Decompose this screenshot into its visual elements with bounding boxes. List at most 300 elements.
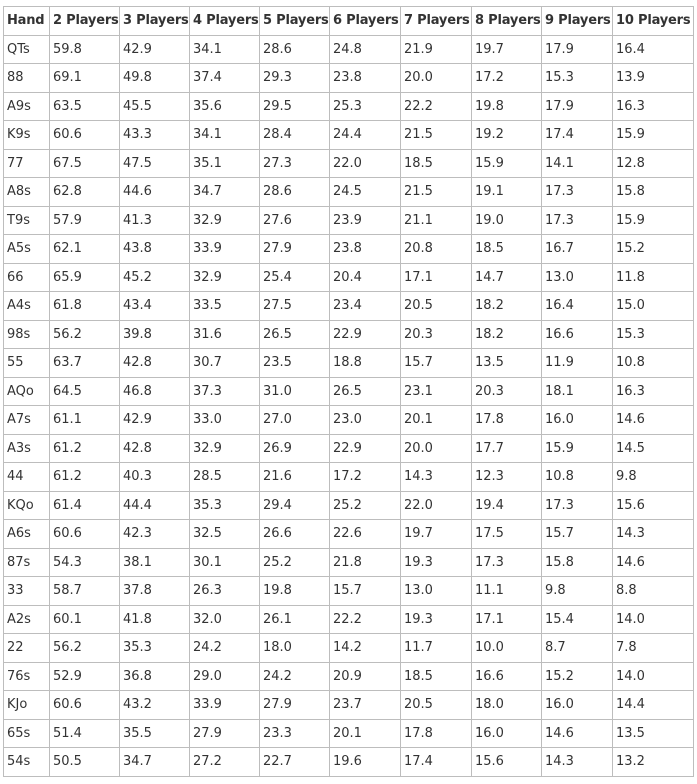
equity-cell: 20.3 [401, 320, 472, 349]
equity-cell: 13.0 [542, 263, 613, 292]
equity-cell: 16.0 [542, 691, 613, 720]
equity-cell: 17.3 [542, 178, 613, 207]
equity-cell: 8.7 [542, 634, 613, 663]
equity-cell: 42.9 [120, 35, 190, 64]
hand-cell: A4s [4, 292, 50, 321]
column-header-players-6: 6 Players [330, 7, 401, 36]
table-row [4, 406, 694, 435]
equity-cell: 17.3 [542, 491, 613, 520]
equity-cell: 43.2 [120, 691, 190, 720]
equity-cell: 15.7 [401, 349, 472, 378]
table-row [4, 434, 694, 463]
equity-cell: 19.3 [401, 548, 472, 577]
equity-cell: 19.4 [472, 491, 542, 520]
hand-cell: A2s [4, 605, 50, 634]
equity-cell: 11.1 [472, 577, 542, 606]
equity-cell: 32.9 [190, 263, 260, 292]
column-header-players-9: 9 Players [542, 7, 613, 36]
equity-cell: 17.4 [401, 748, 472, 777]
equity-cell: 61.4 [50, 491, 120, 520]
equity-cell: 18.0 [260, 634, 330, 663]
equity-cell: 43.8 [120, 235, 190, 264]
hand-cell: 22 [4, 634, 50, 663]
equity-cell: 63.5 [50, 92, 120, 121]
equity-cell: 19.2 [472, 121, 542, 150]
table-row [4, 149, 694, 178]
equity-cell: 23.7 [330, 691, 401, 720]
equity-cell: 17.3 [472, 548, 542, 577]
equity-cell: 15.3 [613, 320, 694, 349]
equity-cell: 23.1 [401, 377, 472, 406]
equity-cell: 13.9 [613, 64, 694, 93]
equity-cell: 18.5 [401, 662, 472, 691]
equity-cell: 49.8 [120, 64, 190, 93]
equity-cell: 11.8 [613, 263, 694, 292]
equity-cell: 22.2 [330, 605, 401, 634]
equity-cell: 25.3 [330, 92, 401, 121]
equity-cell: 30.1 [190, 548, 260, 577]
column-header-players-8: 8 Players [472, 7, 542, 36]
equity-cell: 26.3 [190, 577, 260, 606]
hand-cell: T9s [4, 206, 50, 235]
equity-cell: 21.6 [260, 463, 330, 492]
equity-cell: 16.3 [613, 377, 694, 406]
equity-cell: 19.7 [472, 35, 542, 64]
equity-cell: 20.1 [401, 406, 472, 435]
table-row [4, 719, 694, 748]
equity-cell: 26.5 [330, 377, 401, 406]
equity-cell: 45.5 [120, 92, 190, 121]
equity-cell: 57.9 [50, 206, 120, 235]
equity-cell: 38.1 [120, 548, 190, 577]
equity-cell: 35.5 [120, 719, 190, 748]
equity-cell: 13.0 [401, 577, 472, 606]
equity-cell: 15.2 [613, 235, 694, 264]
equity-cell: 23.9 [330, 206, 401, 235]
equity-cell: 21.8 [330, 548, 401, 577]
equity-cell: 41.8 [120, 605, 190, 634]
equity-cell: 51.4 [50, 719, 120, 748]
table-row [4, 235, 694, 264]
equity-cell: 59.8 [50, 35, 120, 64]
equity-cell: 20.9 [330, 662, 401, 691]
equity-cell: 16.4 [542, 292, 613, 321]
equity-cell: 15.7 [542, 520, 613, 549]
equity-cell: 15.9 [613, 206, 694, 235]
hand-cell: KJo [4, 691, 50, 720]
equity-cell: 17.9 [542, 35, 613, 64]
equity-cell: 22.6 [330, 520, 401, 549]
equity-cell: 19.3 [401, 605, 472, 634]
equity-cell: 17.8 [401, 719, 472, 748]
equity-cell: 28.4 [260, 121, 330, 150]
equity-cell: 56.2 [50, 634, 120, 663]
equity-cell: 22.2 [401, 92, 472, 121]
equity-cell: 15.6 [472, 748, 542, 777]
table-body [4, 35, 694, 776]
equity-cell: 32.9 [190, 206, 260, 235]
equity-cell: 23.8 [330, 64, 401, 93]
equity-cell: 35.3 [190, 491, 260, 520]
equity-cell: 17.7 [472, 434, 542, 463]
equity-cell: 43.3 [120, 121, 190, 150]
equity-cell: 26.6 [260, 520, 330, 549]
equity-cell: 42.9 [120, 406, 190, 435]
equity-cell: 10.8 [613, 349, 694, 378]
hand-cell: A9s [4, 92, 50, 121]
equity-cell: 69.1 [50, 64, 120, 93]
table-row [4, 64, 694, 93]
equity-cell: 18.1 [542, 377, 613, 406]
equity-cell: 56.2 [50, 320, 120, 349]
equity-cell: 14.3 [401, 463, 472, 492]
equity-cell: 60.6 [50, 691, 120, 720]
column-header-hand: Hand [4, 7, 50, 36]
equity-cell: 60.1 [50, 605, 120, 634]
equity-cell: 32.0 [190, 605, 260, 634]
equity-cell: 14.6 [613, 548, 694, 577]
equity-cell: 20.0 [401, 64, 472, 93]
equity-cell: 61.2 [50, 463, 120, 492]
equity-cell: 64.5 [50, 377, 120, 406]
equity-cell: 20.1 [330, 719, 401, 748]
equity-cell: 13.5 [613, 719, 694, 748]
equity-cell: 22.9 [330, 434, 401, 463]
equity-cell: 37.3 [190, 377, 260, 406]
equity-cell: 25.2 [260, 548, 330, 577]
equity-cell: 29.5 [260, 92, 330, 121]
equity-cell: 20.4 [330, 263, 401, 292]
equity-cell: 7.8 [613, 634, 694, 663]
table-row [4, 178, 694, 207]
hand-cell: 98s [4, 320, 50, 349]
hand-cell: AQo [4, 377, 50, 406]
hand-cell: 65s [4, 719, 50, 748]
table-row [4, 491, 694, 520]
equity-cell: 14.0 [613, 662, 694, 691]
hand-cell: 33 [4, 577, 50, 606]
equity-cell: 28.5 [190, 463, 260, 492]
equity-cell: 34.1 [190, 121, 260, 150]
equity-cell: 24.5 [330, 178, 401, 207]
equity-cell: 23.3 [260, 719, 330, 748]
table-row [4, 520, 694, 549]
equity-cell: 19.0 [472, 206, 542, 235]
table-row [4, 605, 694, 634]
equity-cell: 40.3 [120, 463, 190, 492]
equity-cell: 67.5 [50, 149, 120, 178]
equity-cell: 15.3 [542, 64, 613, 93]
equity-cell: 42.8 [120, 349, 190, 378]
equity-cell: 44.4 [120, 491, 190, 520]
equity-cell: 31.0 [260, 377, 330, 406]
equity-cell: 22.0 [330, 149, 401, 178]
table-row [4, 748, 694, 777]
equity-cell: 23.0 [330, 406, 401, 435]
table-row [4, 377, 694, 406]
equity-cell: 29.4 [260, 491, 330, 520]
equity-cell: 22.9 [330, 320, 401, 349]
equity-cell: 20.0 [401, 434, 472, 463]
equity-cell: 8.8 [613, 577, 694, 606]
equity-cell: 13.2 [613, 748, 694, 777]
equity-cell: 24.2 [260, 662, 330, 691]
equity-cell: 14.4 [613, 691, 694, 720]
equity-cell: 26.1 [260, 605, 330, 634]
equity-cell: 33.9 [190, 235, 260, 264]
table-row [4, 577, 694, 606]
equity-cell: 20.5 [401, 691, 472, 720]
equity-cell: 25.4 [260, 263, 330, 292]
equity-cell: 42.3 [120, 520, 190, 549]
equity-cell: 27.9 [260, 235, 330, 264]
equity-cell: 14.2 [330, 634, 401, 663]
equity-cell: 16.7 [542, 235, 613, 264]
equity-cell: 65.9 [50, 263, 120, 292]
equity-cell: 27.9 [190, 719, 260, 748]
equity-cell: 35.1 [190, 149, 260, 178]
equity-cell: 24.2 [190, 634, 260, 663]
equity-cell: 24.8 [330, 35, 401, 64]
equity-cell: 33.9 [190, 691, 260, 720]
equity-cell: 58.7 [50, 577, 120, 606]
equity-cell: 47.5 [120, 149, 190, 178]
equity-cell: 13.5 [472, 349, 542, 378]
equity-cell: 9.8 [613, 463, 694, 492]
hand-cell: 66 [4, 263, 50, 292]
equity-cell: 26.9 [260, 434, 330, 463]
equity-cell: 61.2 [50, 434, 120, 463]
equity-cell: 14.3 [613, 520, 694, 549]
hand-cell: 88 [4, 64, 50, 93]
equity-cell: 29.3 [260, 64, 330, 93]
equity-cell: 14.6 [613, 406, 694, 435]
equity-cell: 43.4 [120, 292, 190, 321]
equity-cell: 22.7 [260, 748, 330, 777]
equity-cell: 31.6 [190, 320, 260, 349]
equity-cell: 33.0 [190, 406, 260, 435]
equity-cell: 14.0 [613, 605, 694, 634]
column-header-players-4: 4 Players [190, 7, 260, 36]
equity-cell: 20.3 [472, 377, 542, 406]
equity-cell: 41.3 [120, 206, 190, 235]
equity-cell: 23.4 [330, 292, 401, 321]
equity-cell: 10.8 [542, 463, 613, 492]
equity-cell: 18.0 [472, 691, 542, 720]
equity-cell: 15.8 [613, 178, 694, 207]
hand-cell: 77 [4, 149, 50, 178]
equity-cell: 15.9 [472, 149, 542, 178]
equity-cell: 17.3 [542, 206, 613, 235]
table-row [4, 121, 694, 150]
equity-cell: 15.9 [542, 434, 613, 463]
equity-cell: 60.6 [50, 520, 120, 549]
equity-cell: 14.5 [613, 434, 694, 463]
table-row [4, 463, 694, 492]
equity-cell: 16.6 [542, 320, 613, 349]
hand-cell: 55 [4, 349, 50, 378]
column-header-players-2: 2 Players [50, 7, 120, 36]
equity-cell: 20.5 [401, 292, 472, 321]
table-row [4, 349, 694, 378]
equity-cell: 24.4 [330, 121, 401, 150]
equity-cell: 19.8 [472, 92, 542, 121]
hand-cell: K9s [4, 121, 50, 150]
equity-cell: 33.5 [190, 292, 260, 321]
equity-cell: 22.0 [401, 491, 472, 520]
hand-cell: A8s [4, 178, 50, 207]
equity-cell: 17.9 [542, 92, 613, 121]
equity-cell: 44.6 [120, 178, 190, 207]
equity-cell: 27.2 [190, 748, 260, 777]
table-row [4, 634, 694, 663]
equity-cell: 61.8 [50, 292, 120, 321]
equity-cell: 12.8 [613, 149, 694, 178]
equity-cell: 19.8 [260, 577, 330, 606]
table-row [4, 292, 694, 321]
column-header-players-3: 3 Players [120, 7, 190, 36]
equity-cell: 18.2 [472, 320, 542, 349]
equity-cell: 46.8 [120, 377, 190, 406]
equity-cell: 29.0 [190, 662, 260, 691]
equity-cell: 15.7 [330, 577, 401, 606]
equity-cell: 63.7 [50, 349, 120, 378]
equity-cell: 17.2 [472, 64, 542, 93]
equity-cell: 27.9 [260, 691, 330, 720]
table-row [4, 206, 694, 235]
equity-cell: 19.7 [401, 520, 472, 549]
equity-cell: 14.1 [542, 149, 613, 178]
equity-cell: 15.8 [542, 548, 613, 577]
hand-cell: A6s [4, 520, 50, 549]
equity-cell: 25.2 [330, 491, 401, 520]
equity-cell: 17.8 [472, 406, 542, 435]
column-header-players-10: 10 Players [613, 7, 694, 36]
equity-cell: 14.7 [472, 263, 542, 292]
equity-cell: 27.3 [260, 149, 330, 178]
equity-cell: 17.4 [542, 121, 613, 150]
equity-cell: 15.6 [613, 491, 694, 520]
equity-cell: 23.8 [330, 235, 401, 264]
equity-cell: 16.4 [613, 35, 694, 64]
equity-cell: 15.0 [613, 292, 694, 321]
equity-cell: 15.2 [542, 662, 613, 691]
equity-cell: 14.6 [542, 719, 613, 748]
equity-cell: 54.3 [50, 548, 120, 577]
equity-cell: 60.6 [50, 121, 120, 150]
equity-cell: 37.4 [190, 64, 260, 93]
equity-cell: 32.9 [190, 434, 260, 463]
equity-cell: 19.1 [472, 178, 542, 207]
equity-cell: 11.9 [542, 349, 613, 378]
table-row [4, 691, 694, 720]
equity-cell: 10.0 [472, 634, 542, 663]
equity-cell: 18.5 [401, 149, 472, 178]
equity-cell: 37.8 [120, 577, 190, 606]
table-row [4, 320, 694, 349]
equity-cell: 15.9 [613, 121, 694, 150]
equity-cell: 27.0 [260, 406, 330, 435]
equity-cell: 34.1 [190, 35, 260, 64]
equity-cell: 61.1 [50, 406, 120, 435]
hand-cell: A3s [4, 434, 50, 463]
equity-cell: 27.6 [260, 206, 330, 235]
column-header-players-5: 5 Players [260, 7, 330, 36]
equity-cell: 17.1 [472, 605, 542, 634]
table-row [4, 35, 694, 64]
hand-cell: 76s [4, 662, 50, 691]
equity-cell: 15.4 [542, 605, 613, 634]
equity-cell: 62.8 [50, 178, 120, 207]
equity-table [3, 6, 694, 777]
table-row [4, 92, 694, 121]
equity-cell: 26.5 [260, 320, 330, 349]
equity-cell: 16.0 [472, 719, 542, 748]
equity-cell: 16.3 [613, 92, 694, 121]
equity-cell: 35.3 [120, 634, 190, 663]
equity-cell: 14.3 [542, 748, 613, 777]
equity-cell: 30.7 [190, 349, 260, 378]
hand-cell: A7s [4, 406, 50, 435]
equity-cell: 17.2 [330, 463, 401, 492]
table-header [4, 7, 694, 36]
equity-cell: 12.3 [472, 463, 542, 492]
equity-cell: 50.5 [50, 748, 120, 777]
equity-cell: 32.5 [190, 520, 260, 549]
hand-cell: KQo [4, 491, 50, 520]
equity-cell: 35.6 [190, 92, 260, 121]
equity-cell: 28.6 [260, 178, 330, 207]
table-row [4, 662, 694, 691]
equity-cell: 39.8 [120, 320, 190, 349]
equity-cell: 17.5 [472, 520, 542, 549]
equity-cell: 28.6 [260, 35, 330, 64]
equity-cell: 18.8 [330, 349, 401, 378]
equity-cell: 27.5 [260, 292, 330, 321]
equity-cell: 34.7 [120, 748, 190, 777]
hand-cell: QTs [4, 35, 50, 64]
equity-cell: 45.2 [120, 263, 190, 292]
equity-cell: 9.8 [542, 577, 613, 606]
equity-cell: 21.1 [401, 206, 472, 235]
header-row [4, 7, 694, 36]
hand-cell: 44 [4, 463, 50, 492]
hand-cell: 54s [4, 748, 50, 777]
equity-cell: 21.5 [401, 121, 472, 150]
equity-cell: 20.8 [401, 235, 472, 264]
equity-cell: 42.8 [120, 434, 190, 463]
column-header-players-7: 7 Players [401, 7, 472, 36]
equity-cell: 34.7 [190, 178, 260, 207]
equity-cell: 17.1 [401, 263, 472, 292]
equity-cell: 11.7 [401, 634, 472, 663]
equity-cell: 16.6 [472, 662, 542, 691]
hand-cell: A5s [4, 235, 50, 264]
equity-cell: 62.1 [50, 235, 120, 264]
equity-cell: 36.8 [120, 662, 190, 691]
table-row [4, 548, 694, 577]
equity-cell: 23.5 [260, 349, 330, 378]
equity-cell: 18.5 [472, 235, 542, 264]
equity-cell: 21.5 [401, 178, 472, 207]
table-row [4, 263, 694, 292]
hand-cell: 87s [4, 548, 50, 577]
equity-cell: 52.9 [50, 662, 120, 691]
equity-cell: 19.6 [330, 748, 401, 777]
equity-cell: 21.9 [401, 35, 472, 64]
equity-cell: 18.2 [472, 292, 542, 321]
equity-cell: 16.0 [542, 406, 613, 435]
